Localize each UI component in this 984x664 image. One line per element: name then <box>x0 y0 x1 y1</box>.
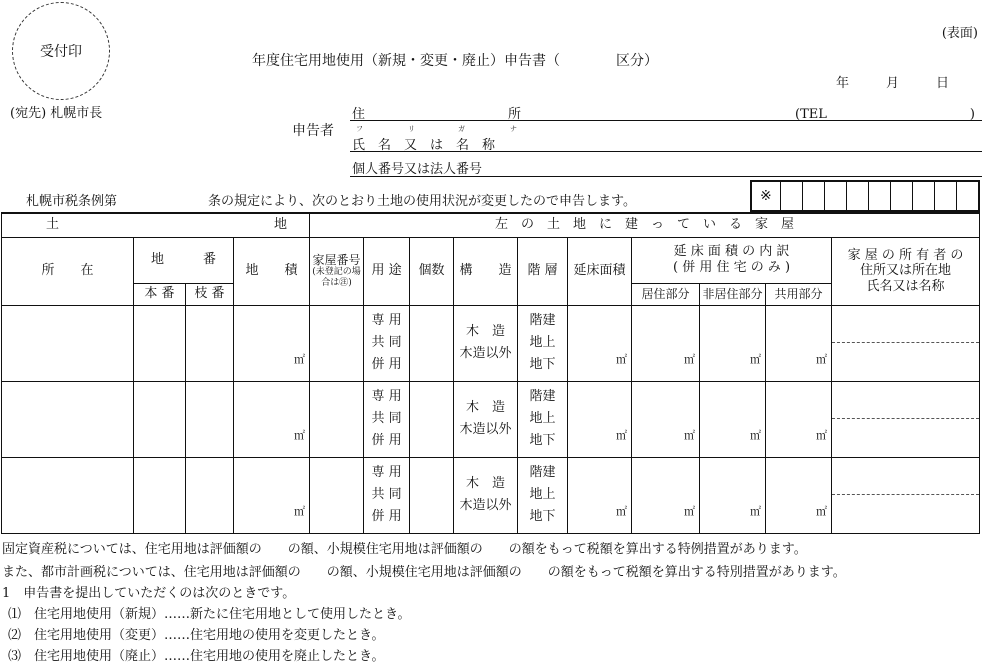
addressee: (宛先) 札幌市長 <box>10 106 103 121</box>
shared-cell[interactable]: ㎡ <box>766 305 832 381</box>
use-header: 用 途 <box>364 237 410 305</box>
house-number-header: 家屋番号 (未登記の場合は㊟) <box>310 237 364 305</box>
shared-cell[interactable]: ㎡ <box>766 381 832 457</box>
name-line <box>350 151 982 152</box>
furigana-2: リ <box>408 125 415 133</box>
structure-cell[interactable]: 木 造 木造以外 <box>454 305 518 381</box>
lot-branch-cell[interactable] <box>186 381 234 457</box>
land-header: 土 地 <box>2 213 310 237</box>
id-number-label: 個人番号又は法人番号 <box>352 162 483 177</box>
office-use-box <box>750 180 980 212</box>
page-side-label: (表面) <box>941 26 978 41</box>
use-cell[interactable]: 専 用 共 同 併 用 <box>364 305 410 381</box>
non-residential-cell[interactable]: ㎡ <box>700 305 766 381</box>
table-row <box>2 381 980 457</box>
structure-header: 構 造 <box>454 237 518 305</box>
owner-cell[interactable] <box>832 457 980 533</box>
floor-area-cell[interactable]: ㎡ <box>568 305 632 381</box>
location-cell[interactable] <box>2 305 134 381</box>
floors-header: 階 層 <box>518 237 568 305</box>
floors-cell[interactable]: 階建 地上 地下 <box>518 457 568 533</box>
non-residential-header: 非居住部分 <box>700 283 766 305</box>
table-row <box>2 457 980 533</box>
address-line <box>350 120 982 121</box>
furigana-4: ナ <box>510 125 517 133</box>
note-3: 1 申告書を提出していただくのは次のときです。 <box>2 586 296 601</box>
date-year: 年 <box>836 76 850 91</box>
tel-label: (TEL ) <box>795 107 975 122</box>
name-label: 氏 名 又 は 名 称 <box>352 138 496 153</box>
residential-header: 居住部分 <box>632 283 700 305</box>
lot-main-cell[interactable] <box>134 305 186 381</box>
non-residential-cell[interactable]: ㎡ <box>700 381 766 457</box>
owner-cell[interactable] <box>832 305 980 381</box>
note-5: ⑵ 住宅用地使用（変更）……住宅用地の使用を変更したとき。 <box>8 628 385 643</box>
furigana-3: ガ <box>458 125 465 133</box>
lot-branch-cell[interactable] <box>186 457 234 533</box>
area-cell[interactable]: ㎡ <box>234 381 310 457</box>
count-cell[interactable] <box>410 305 454 381</box>
residential-cell[interactable]: ㎡ <box>632 305 700 381</box>
floor-area-header: 延床面積 <box>568 237 632 305</box>
reception-stamp-label: 受付印 <box>40 44 82 60</box>
address-label: 住 所 <box>352 107 522 122</box>
count-header: 個数 <box>410 237 454 305</box>
date-month: 月 <box>886 76 900 91</box>
note-1: 固定資産税については、住宅用地は評価額の の額、小規模住宅用地は評価額の の額をもって税額を算出する特例措置があります。 <box>2 542 807 557</box>
house-number-cell[interactable] <box>310 457 364 533</box>
shared-cell[interactable]: ㎡ <box>766 457 832 533</box>
note-4: ⑴ 住宅用地使用（新規）……新たに住宅用地として使用したとき。 <box>8 607 411 622</box>
count-cell[interactable] <box>410 381 454 457</box>
table-row <box>2 305 980 381</box>
structure-cell[interactable]: 木 造 木造以外 <box>454 381 518 457</box>
note-2: また、都市計画税については、住宅用地は評価額の の額、小規模住宅用地は評価額の の額をもって税額を算出する特別措置があります。 <box>2 565 846 580</box>
date-day: 日 <box>936 76 950 91</box>
location-cell[interactable] <box>2 381 134 457</box>
shared-header: 共用部分 <box>766 283 832 305</box>
furigana-1: フ <box>356 125 363 133</box>
lot-main-cell[interactable] <box>134 457 186 533</box>
location-header: 所 在 <box>2 237 134 305</box>
area-cell[interactable]: ㎡ <box>234 305 310 381</box>
residential-cell[interactable]: ㎡ <box>632 457 700 533</box>
office-use-mark: ※ <box>760 188 772 204</box>
note-6: ⑶ 住宅用地使用（廃止）……住宅用地の使用を廃止したとき。 <box>8 649 385 664</box>
id-number-line <box>350 176 982 177</box>
building-header: 左 の 土 地 に 建 っ て い る 家 屋 <box>310 213 980 237</box>
non-residential-cell[interactable]: ㎡ <box>700 457 766 533</box>
applicant-label: 申告者 <box>292 123 334 139</box>
house-number-cell[interactable] <box>310 381 364 457</box>
owner-header: 家 屋 の 所 有 者 の 住所又は所在地 氏名又は名称 <box>832 237 980 305</box>
structure-cell[interactable]: 木 造 木造以外 <box>454 457 518 533</box>
land-use-table <box>1 212 980 534</box>
reception-stamp <box>12 2 110 100</box>
location-cell[interactable] <box>2 457 134 533</box>
owner-cell[interactable] <box>832 381 980 457</box>
floors-cell[interactable]: 階建 地上 地下 <box>518 381 568 457</box>
house-number-cell[interactable] <box>310 305 364 381</box>
use-cell[interactable]: 専 用 共 同 併 用 <box>364 457 410 533</box>
floor-area-cell[interactable]: ㎡ <box>568 457 632 533</box>
use-cell[interactable]: 専 用 共 同 併 用 <box>364 381 410 457</box>
lot-main-header: 本 番 <box>134 283 186 305</box>
lot-branch-header: 枝 番 <box>186 283 234 305</box>
lot-branch-cell[interactable] <box>186 305 234 381</box>
lot-header: 地 番 <box>134 237 234 283</box>
floor-area-detail-header: 延 床 面 積 の 内 訳 ( 併 用 住 宅 の み ) <box>632 237 832 283</box>
ordinance-text: 条の規定により、次のとおり土地の使用状況が変更したので申告します。 <box>208 194 636 209</box>
count-cell[interactable] <box>410 457 454 533</box>
area-cell[interactable]: ㎡ <box>234 457 310 533</box>
floor-area-cell[interactable]: ㎡ <box>568 381 632 457</box>
area-header: 地 積 <box>234 237 310 305</box>
residential-cell[interactable]: ㎡ <box>632 381 700 457</box>
ordinance-prefix: 札幌市税条例第 <box>26 194 118 209</box>
floors-cell[interactable]: 階建 地上 地下 <box>518 305 568 381</box>
form-title: 年度住宅用地使用（新規・変更・廃止）申告書（ 区分） <box>252 53 658 69</box>
lot-main-cell[interactable] <box>134 381 186 457</box>
